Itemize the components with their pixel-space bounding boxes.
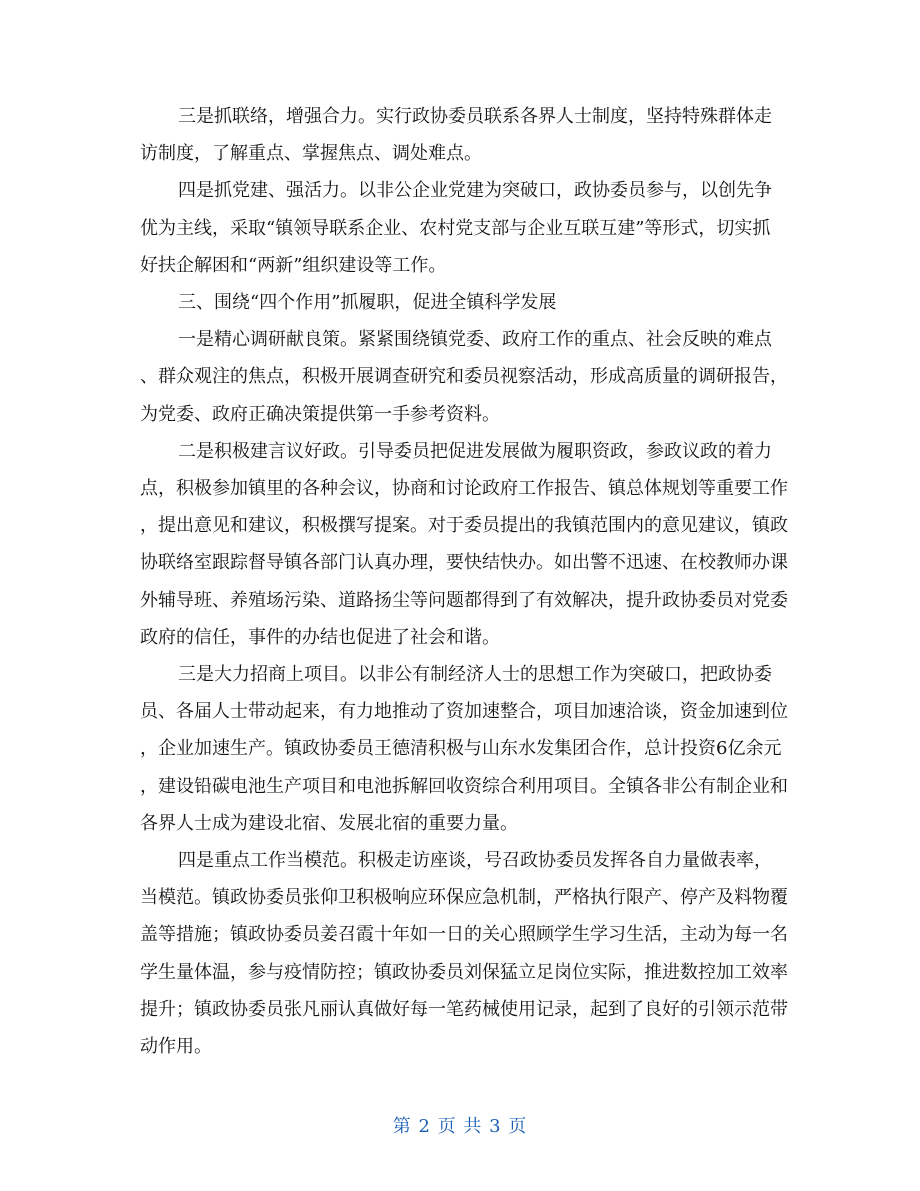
paragraph: 三是抓联络，增强合力。实行政协委员联系各界人士制度，坚持特殊群体走 访制度，了解重点、掌握焦点、调处难点。 — [140, 106, 772, 165]
paragraph: 三是大力招商上项目。以非公有制经济人士的思想工作为突破口，把政协委 员、各届人士带动起来，有力地推动了资加速整合，项目加速洽谈，资金加速到位 ，企业加速生产。镇政协委员王德清积极与山东水发集团合作，总计投资6亿余元 ，建设铅碳电池生产项目和电池拆解回收资综合利用项目。全镇各非公有制企业和 各界人士成为建设北宿、发展北宿的重要力量。 — [140, 664, 788, 834]
page-number-footer: 第 2 页 共 3 页 — [392, 1116, 528, 1137]
paragraph: 一是精心调研献良策。紧紧围绕镇党委、政府工作的重点、社会反映的难点 、群众观注的焦点，积极开展调查研究和委员视察活动，形成高质量的调研报告， 为党委、政府正确决策提供第一手参考资料。 — [140, 329, 788, 425]
section-heading: 三、围绕“四个作用”抓履职，促进全镇科学发展 — [178, 292, 557, 314]
paragraph: 四是重点工作当模范。积极走访座谈，号召政协委员发挥各自力量做表率， 当模范。镇政协委员张仰卫积极响应环保应急机制，严格执行限产、停产及料物覆 盖等措施；镇政协委员姜召霞十年如一日的关心照顾学生学习生活，主动为每一名 学生量体温，参与疫情防控；镇政协委员刘保猛立足岗位实际，推进数控加工效率 提升；镇政协委员张凡丽认真做好每一笔药械使用记录，起到了良好的引领示范带 动作用。 — [140, 850, 788, 1058]
paragraph: 二是积极建言议好政。引导委员把促进发展做为履职资政，参政议政的着力 点，积极参加镇里的各种会议，协商和讨论政府工作报告、镇总体规划等重要工作 ，提出意见和建议，积极撰写提案。对于委员提出的我镇范围内的意见建议，镇政 协联络室跟踪督导镇各部门认真办理，要快结快办。如出警不迅速、在校教师办课 外辅导班、养殖场污染、道路扬尘等问题都得到了有效解决，提升政协委员对党委 政府的信任，事件的办结也促进了社会和谐。 — [140, 440, 788, 648]
paragraph: 四是抓党建、强活力。以非公企业党建为突破口，政协委员参与，以创先争 优为主线，采取“镇领导联系企业、农村党支部与企业互联互建”等形式，切实抓 好扶企解困和“两新”组织建设等工作。 — [140, 180, 772, 276]
document-body — [140, 98, 788, 1065]
